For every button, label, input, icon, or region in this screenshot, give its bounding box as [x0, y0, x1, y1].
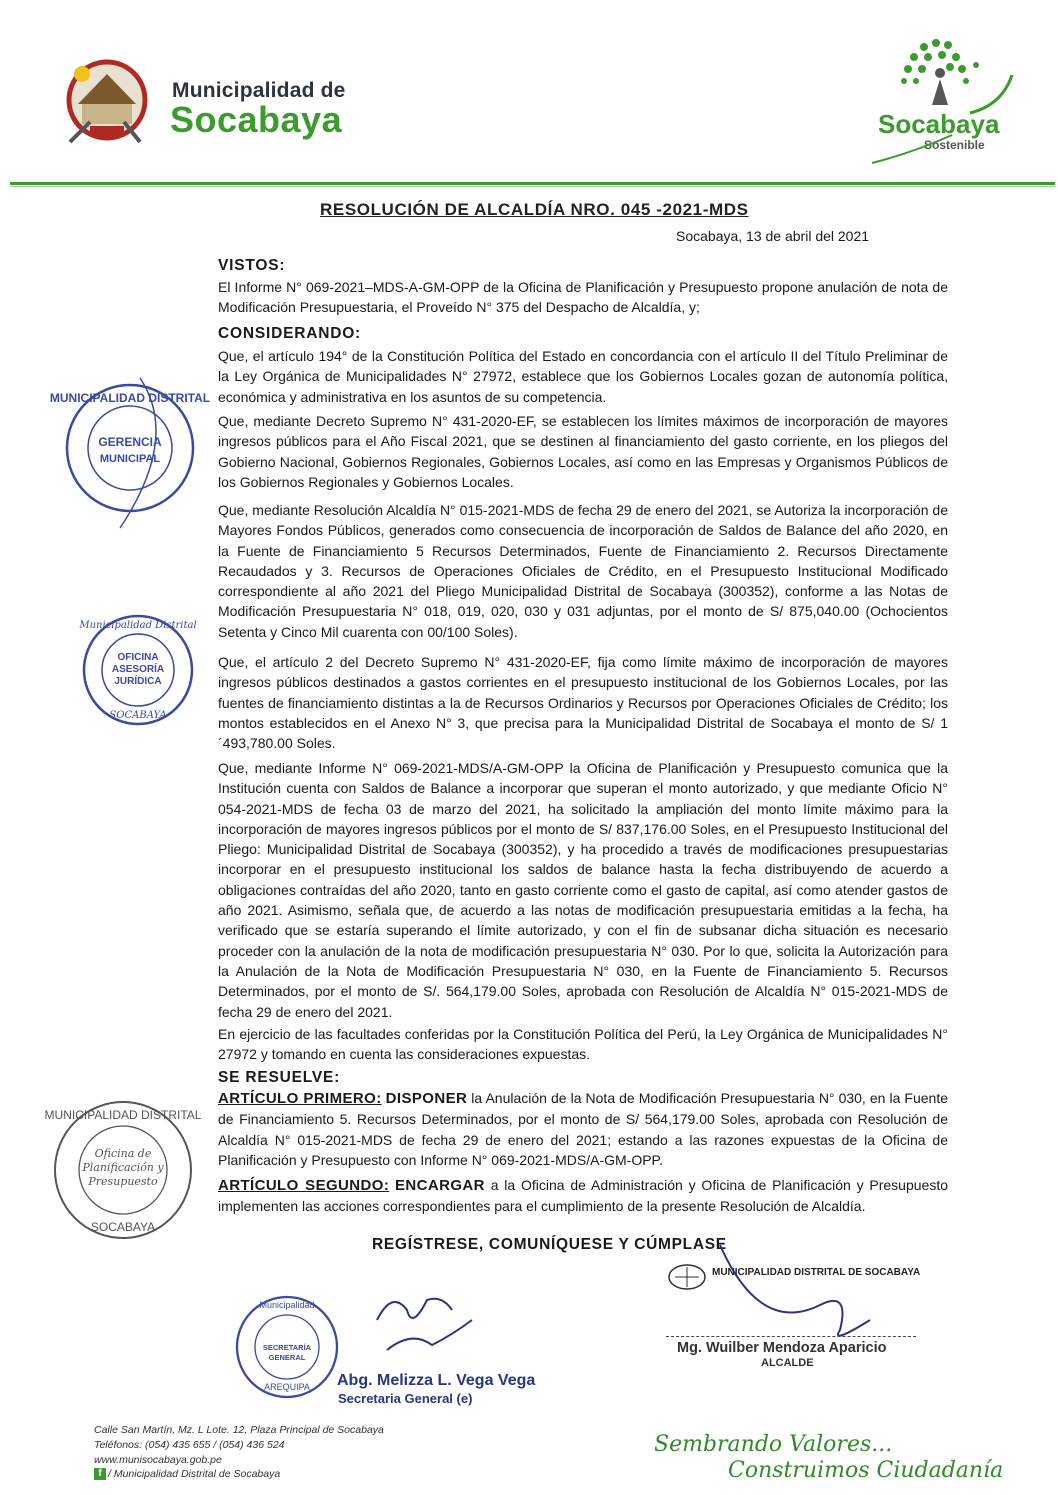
se-resuelve-heading: SE RESUELVE: [218, 1069, 341, 1086]
right-logo-sub-text: Sostenible [924, 138, 985, 152]
header-divider [10, 182, 1055, 185]
stamp4-ring-text: Municipalidad [259, 1300, 315, 1310]
article-1-text: la Anulación de la Nota de Modificación Presupuestaria N° 030, en la Fuente de Financiamiento 5. Recursos Determinados, por el monto de S/ 564,179.00 Soles, aprobada con Resolución de Alcaldía N° 015-2021-MDS de fecha 29 de enero del 2021; estando a las razones expuestas de la Oficina de Planificación y Presupuesto con Informe N° 069-2021-MDS/A-GM-OPP. [218, 1090, 948, 1168]
resolution-title: RESOLUCIÓN DE ALCALDÍA NRO. 045 -2021-MDS [320, 200, 749, 219]
mayor-name: Mg. Wuilber Mendoza Aparicio [677, 1340, 887, 1356]
stamp2-ring-text: Municipalidad Distrital [79, 620, 197, 631]
footer-address: Calle San Martín, Mz. L Lote. 12, Plaza Principal de Socabaya [94, 1424, 384, 1436]
facebook-icon: f [94, 1468, 106, 1480]
secretary-role: Secretaria General (e) [338, 1391, 473, 1406]
stamp3-center-text-1: Oficina de [94, 1147, 152, 1160]
secretary-name: Abg. Melizza L. Vega Vega [337, 1372, 536, 1389]
stamp2-center-text-1: OFICINA [117, 652, 159, 663]
article-2-text: a la Oficina de Administración y Oficina de Planificación y Presupuesto implementen las acciones correspondientes para el cumplimiento de la presente Resolución de Alcaldía. [218, 1177, 949, 1215]
slogan-line-2: Construimos Ciudadanía [728, 1458, 1004, 1483]
footer-phones: Teléfonos: (054) 435 655 / (054) 436 524 [94, 1439, 285, 1451]
secretaria-general-stamp [232, 1292, 342, 1402]
stamp4-center-text-2: GENERAL [268, 1353, 306, 1362]
brand-main-text: Socabaya [170, 99, 343, 140]
secretary-signature [372, 1290, 482, 1360]
considerando-heading: CONSIDERANDO: [218, 325, 362, 342]
stamp2-center-text-3: JURÍDICA [114, 676, 162, 687]
considerando-paragraph-3: Que, mediante Resolución Alcaldía N° 015-2021-MDS de fecha 29 de enero del 2021, se Autoriza la incorporación de Mayores Fondos Públicos, generados como consecuencia de incorporación de Saldos de Balance del año 2020, en la Fuente de Financiamiento 5 Recursos Determinados, Fuente de Financiamiento 2. Recursos Directamente Recaudados y 3. Recursos de Operaciones Oficiales de Crédito, en el Presupuesto Institucional Modificado correspondiente al año 2021 del Pliego Municipalidad Distrital de Socabaya (300352), conforme a las Notas de Modificación Presupuestaria N° 018, 019, 020, 030 y 031 adjuntas, por el monto de S/ 875,040.00 (Ochocientos Setenta y Cinco Mil cuarenta con 00/100 Soles). [218, 502, 948, 640]
stamp2-center-text-2: ASESORÍA [111, 664, 165, 675]
slogan-line-1: Sembrando Valores... [654, 1432, 893, 1457]
gerencia-municipal-stamp [49, 378, 211, 518]
considerando-paragraph-4: Que, el artículo 2 del Decreto Supremo N° 431-2020-EF, fija como límite máximo de incorporación de mayores ingresos públicos destinados a gastos corrientes en el presupuesto institucional de los Gobiernos Locales, por las fuentes de financiamiento distintas a la de Recursos Ordinarios y Recursos por Operaciones Oficiales de Crédito; los montos establecidos en el Anexo N° 3, que precisa para la Municipalidad Distrital de Socabaya el monto de S/ 1´493,780.00 Soles. [218, 654, 948, 752]
article-2-keyword: ENCARGAR [395, 1177, 485, 1194]
footer-facebook[interactable]: / Municipalidad Distrital de Socabaya [108, 1468, 281, 1480]
socabaya-sostenible-logo [862, 35, 1022, 170]
stamp1-center-text-2: MUNICIPAL [99, 453, 161, 465]
stamp4-bottom-text: AREQUIPA [264, 1382, 310, 1392]
article-1-heading: ARTÍCULO PRIMERO: [218, 1090, 382, 1107]
considerando-paragraph-2: Que, mediante Decreto Supremo N° 431-2020-EF, se establecen los límites máximos de incorporación de mayores ingresos públicos para el Año Fiscal 2021, que se destinen al financiamiento del gasto corriente, en los pliegos del Gobierno Nacional, Gobiernos Regionales, Gobiernos Locales, así como en las Empresas y Organismos Públicos de los Gobiernos Regionales y Gobiernos Locales. [218, 413, 948, 490]
considerando-paragraph-6: En ejercicio de las facultades conferidas por la Constitución Política del Perú, la Ley Orgánica de Municipalidades N° 27972 y tomando en cuenta las consideraciones expuestas. [218, 1026, 948, 1063]
stamp3-bottom-text: SOCABAYA [90, 1220, 156, 1234]
brand-top-text: Municipalidad de [172, 79, 346, 102]
stamp4-center-text-1: SECRETARÍA [262, 1343, 312, 1352]
municipal-crest-logo [60, 52, 155, 162]
mayor-role: ALCALDE [761, 1357, 814, 1369]
closing-formula: REGÍSTRESE, COMUNÍQUESE Y CÚMPLASE [372, 1236, 727, 1253]
mayor-signature [700, 1235, 900, 1345]
stamp1-ring-text: MUNICIPALIDAD DISTRITAL [49, 391, 211, 405]
planificacion-presupuesto-stamp [44, 1095, 202, 1245]
mayor-signature-line [666, 1336, 916, 1337]
resolution-date: Socabaya, 13 de abril del 2021 [676, 228, 870, 244]
right-logo-main-text: Socabaya [878, 109, 1000, 139]
asesoria-juridica-stamp [78, 610, 198, 730]
considerando-paragraph-1: Que, el artículo 194° de la Constitución Política del Estado en concordancia con el artículo II del Título Preliminar de la Ley Orgánica de Municipalidades N° 27972, establece que los Gobiernos Locales gozan de autonomía política, económica y administrativa en los asuntos de su competencia. [218, 348, 948, 405]
vistos-text: El Informe N° 069-2021–MDS-A-GM-OPP de la Oficina de Planificación y Presupuesto propone anulación de nota de Modificación Presupuestaria, el Proveído N° 375 del Despacho de Alcaldía, y; [218, 279, 948, 316]
article-2-heading: ARTÍCULO SEGUNDO: [218, 1177, 390, 1194]
stamp1-center-text-1: GERENCIA [98, 435, 162, 449]
stamp3-center-text-3: Presupuesto [88, 1175, 158, 1188]
article-1 [218, 1088, 948, 1170]
stamp2-bottom-text: SOCABAYA [109, 710, 167, 721]
stamp3-ring-text: MUNICIPALIDAD DISTRITAL [44, 1108, 202, 1122]
article-2 [218, 1175, 948, 1217]
footer-website[interactable]: www.munisocabaya.gob.pe [94, 1454, 222, 1466]
stamp3-center-text-2: Planificación y [82, 1161, 164, 1174]
header-divider-thin [10, 186, 1055, 187]
considerando-paragraph-5: Que, mediante Informe N° 069-2021-MDS/A-GM-OPP la Oficina de Planificación y Presupuesto comunica que la Institución cuenta con Saldos de Balance a incorporar que superan el monto autorizado, y que mediante Oficio N° 054-2021-MDS de fecha 03 de marzo del 2021, ha solicitado la ampliación del monto límite máximo para la incorporación de mayores ingresos públicos por el monto de S/ 837,176.00 Soles, en el Presupuesto Institucional del Pliego: Municipalidad Distrital de Socabaya (300352), y ha procedido a través de modificaciones presupuestarias incorporar en el presupuesto institucional los saldos de balance hasta la fecha distribuyendo de acuerdo a obligaciones contraídas del año 2020, tanto en gasto corriente como el gasto de capital, así como atender gastos de año 2021. Asimismo, señala que, de acuerdo a las notas de modificación presupuestaria emitidas a la fecha, ha verificado que se estaría superando el límite autorizado, y con el fin de subsanar dicha situación es necesario proceder con la anulación de la nota de modificación presupuestaria N° 030. Por lo que, solicita la Autorización para la Anulación de la Nota de Modificación Presupuestaria N° 030, en la Fuente de Financiamiento 5. Recursos Determinados, por el monto de S/. 564,179.00 Soles, aprobada con Resolución de Alcaldía N° 015-2021-MDS de fecha 29 de enero del 2021. [218, 760, 948, 1020]
article-1-keyword: DISPONER [385, 1090, 468, 1107]
mayor-institution: MUNICIPALIDAD DISTRITAL DE SOCABAYA [712, 1267, 921, 1278]
vistos-heading: VISTOS: [218, 257, 286, 274]
